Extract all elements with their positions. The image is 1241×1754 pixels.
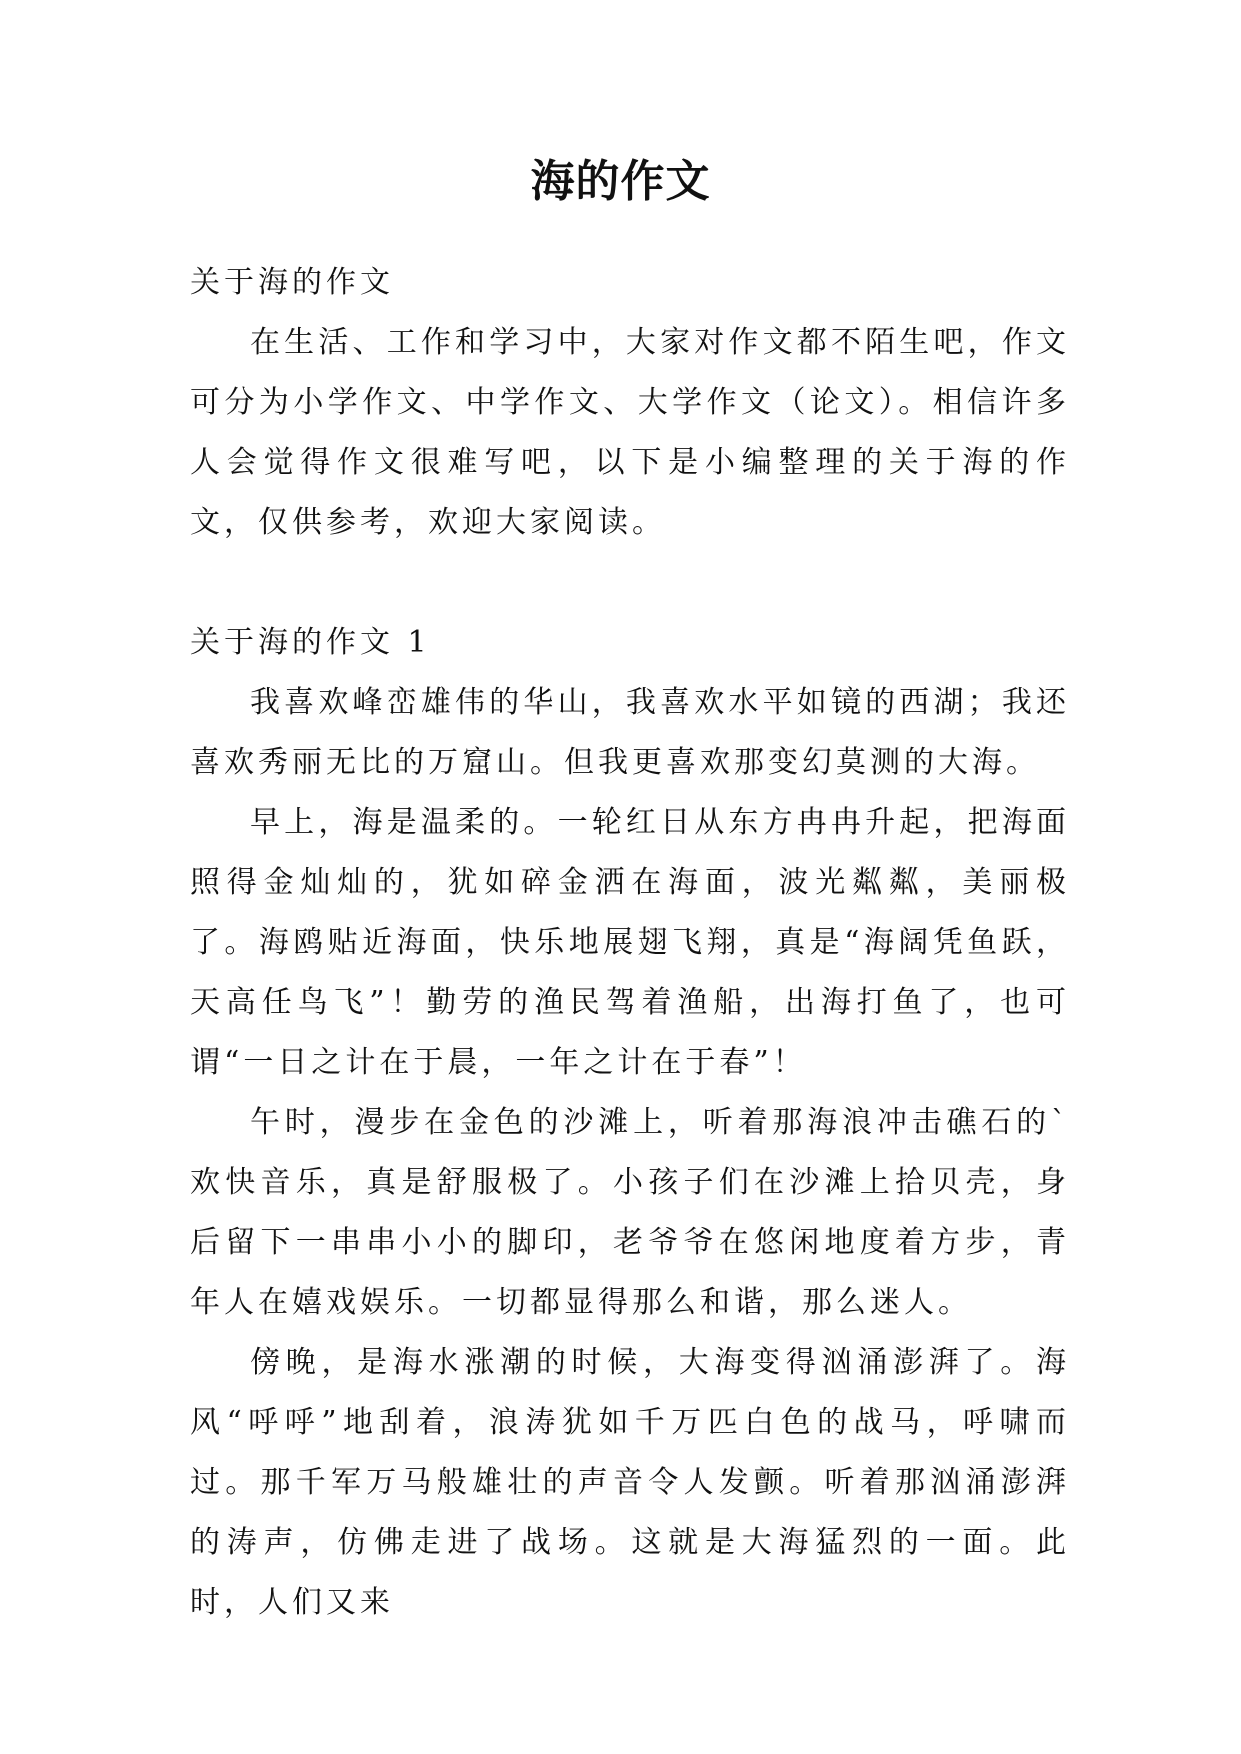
body-paragraph: 午时，漫步在金色的沙滩上，听着那海浪冲击礁石的`欢快音乐，真是舒服极了。小孩子们在沙滩上拾贝壳，身后留下一串串小小的脚印，老爷爷在悠闲地度着方步，青年人在嬉戏娱乐。一切都显得那么和谐，那么迷人。 — [190, 1105, 1070, 1320]
body-paragraph: 我喜欢峰峦雄伟的华山，我喜欢水平如镜的西湖；我还喜欢秀丽无比的万窟山。但我更喜欢那变幻莫测的大海。 — [190, 685, 1070, 780]
document-title: 海的作文 — [530, 156, 711, 207]
intro-heading: 关于海的作文 — [190, 265, 394, 300]
body-paragraph: 早上，海是温柔的。一轮红日从东方冉冉升起，把海面照得金灿灿的，犹如碎金洒在海面，波光粼粼，美丽极了。海鸥贴近海面，快乐地展翅飞翔，真是“海阔凭鱼跃，天高任鸟飞”！勤劳的渔民驾着渔船，出海打鱼了，也可谓“一日之计在于晨，一年之计在于春”！ — [190, 805, 1070, 1080]
document-body — [190, 253, 1070, 1633]
intro-paragraph: 在生活、工作和学习中，大家对作文都不陌生吧，作文可分为小学作文、中学作文、大学作文（论文）。相信许多人会觉得作文很难写吧，以下是小编整理的关于海的作文，仅供参考，欢迎大家阅读。 — [190, 325, 1070, 540]
section-heading: 关于海的作文 1 — [190, 625, 431, 660]
body-paragraph: 傍晚，是海水涨潮的时候，大海变得汹涌澎湃了。海风“呼呼”地刮着，浪涛犹如千万匹白色的战马，呼啸而过。那千军万马般雄壮的声音令人发颤。听着那汹涌澎湃的涛声，仿佛走进了战场。这就是大海猛烈的一面。此时，人们又来 — [190, 1345, 1070, 1620]
section-spacer — [190, 553, 1070, 613]
